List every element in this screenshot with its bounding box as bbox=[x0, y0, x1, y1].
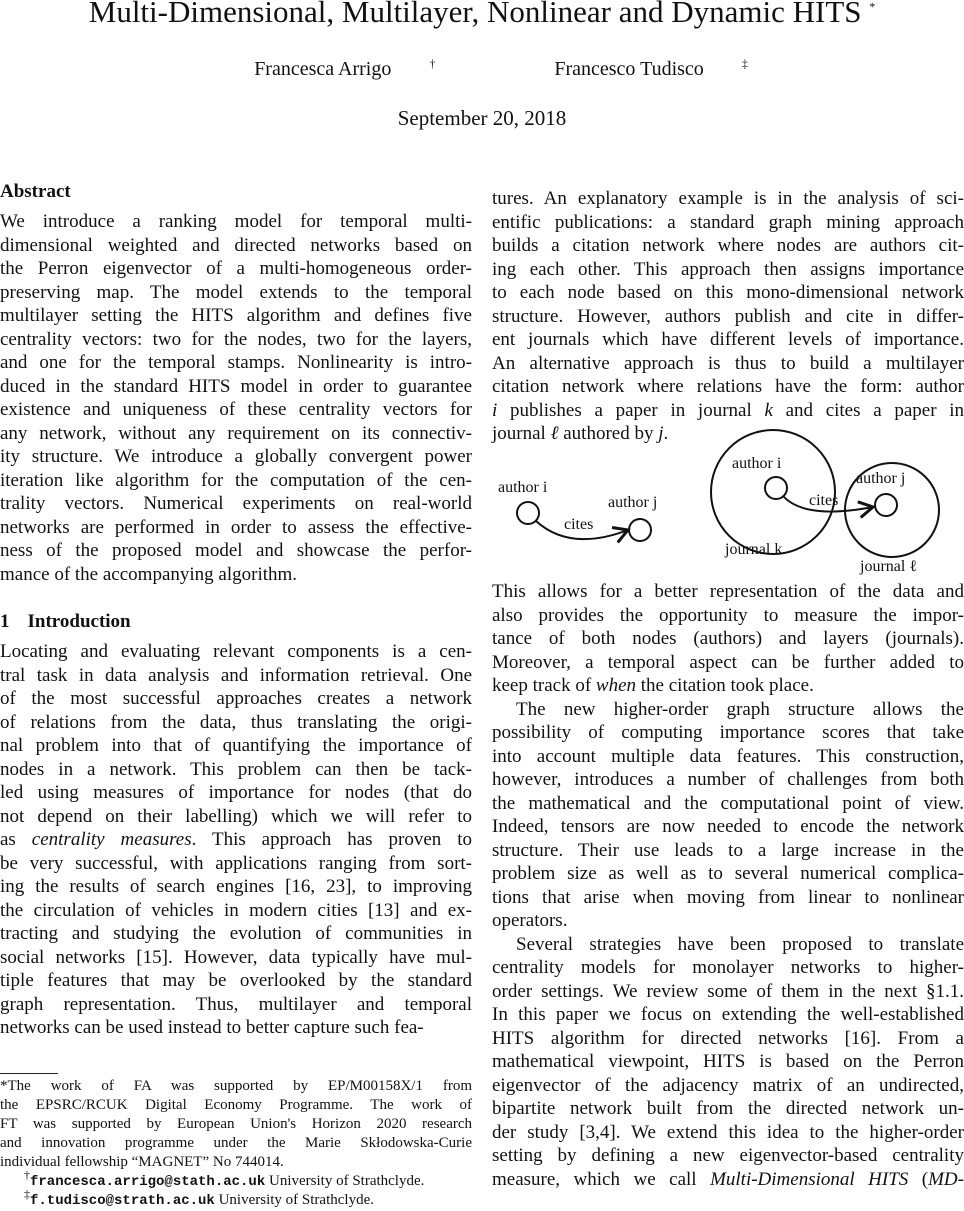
text-run: nodes in a network. This problem can then be tack- bbox=[0, 758, 472, 780]
multilayer-diagram bbox=[711, 430, 939, 575]
text-run: mathematical viewpoint, HITS is based on the Perron bbox=[492, 1051, 964, 1072]
text-run: any network, without any requirement on its connectiv- bbox=[0, 422, 472, 444]
text-run: individual fellowship “MAGNET” No 744014. bbox=[0, 1154, 284, 1170]
text-run: networks are performed in order to assess the effective- bbox=[0, 516, 472, 538]
text-run: . bbox=[663, 423, 669, 444]
text-run: FT was supported by European Union's Horizon 2020 research bbox=[0, 1116, 472, 1132]
text-run: problem size as well as to several numerical complica- bbox=[492, 863, 964, 884]
text-run: tracting and studying the evolution of communities in bbox=[0, 923, 472, 944]
text-line bbox=[492, 862, 964, 886]
text-run: ent journals which have different levels of importance. bbox=[492, 329, 964, 350]
text-run: citation network where relations have the form: author bbox=[492, 376, 964, 397]
right-column-lower bbox=[492, 580, 964, 1191]
text-line bbox=[492, 1003, 964, 1027]
text-run: structure. However, authors publish and cite in differ- bbox=[492, 305, 964, 327]
label-author-i: author i bbox=[732, 455, 782, 472]
paragraph bbox=[492, 933, 964, 1192]
text-line bbox=[492, 980, 964, 1004]
text-line bbox=[492, 1027, 964, 1051]
text-run: social networks [15]. However, data typically have mul- bbox=[0, 946, 472, 968]
text-line bbox=[492, 1168, 964, 1192]
text-line bbox=[492, 604, 964, 628]
text-run: eigenvector of the adjacency matrix of an undirected, bbox=[492, 1074, 964, 1096]
text-line bbox=[492, 627, 964, 651]
italic-text: MD- bbox=[928, 1168, 964, 1190]
text-line bbox=[492, 1050, 964, 1074]
text-run: also provides the opportunity to measure the impor- bbox=[492, 604, 964, 626]
text-run: the citation took place. bbox=[636, 675, 814, 696]
footnote-tudisco: ‡f.tudisco@strath.ac.uk University of Strathclyde. bbox=[24, 1187, 374, 1209]
label-journal-k: journal k bbox=[725, 541, 783, 558]
text-run: as bbox=[0, 829, 32, 850]
text-run: measure, which we call bbox=[492, 1168, 711, 1190]
text-run: Moreover, a temporal aspect can be further added to bbox=[492, 651, 964, 673]
text-run: In this paper we focus on extending the well-established bbox=[492, 1004, 964, 1025]
text-run: HITS algorithm for directed networks [16]. From a bbox=[492, 1027, 964, 1049]
text-run: iteration like algorithm for the computation of the cen- bbox=[0, 469, 472, 491]
paragraph bbox=[492, 580, 964, 698]
label-cites: cites bbox=[809, 492, 839, 509]
text-line bbox=[492, 698, 964, 722]
label-author-j: author j bbox=[608, 494, 658, 511]
label-author-j: author j bbox=[856, 470, 906, 487]
author: Francesco Tudisco ‡ bbox=[554, 56, 748, 80]
text-line bbox=[492, 1121, 964, 1145]
text-run: multilayer setting the HITS algorithm and defines five bbox=[0, 305, 472, 326]
author: Francesca Arrigo † bbox=[254, 56, 436, 80]
italic-text: when bbox=[595, 675, 637, 696]
text-run: networks can be used instead to better capture such fea- bbox=[0, 1017, 424, 1038]
text-run: An alternative approach is thus to build a multilayer bbox=[492, 352, 964, 374]
text-line bbox=[492, 745, 964, 769]
text-run: centrality vectors: two for the nodes, two for the layers, bbox=[0, 328, 472, 350]
text-run: authored by bbox=[558, 423, 659, 444]
text-run: centrality models for monolayer networks to higher- bbox=[492, 957, 964, 978]
text-run: setting by defining a new eigenvector-based centrality bbox=[492, 1145, 964, 1166]
text-line bbox=[492, 721, 964, 745]
text-run: ity structure. We introduce a globally convergent power bbox=[0, 446, 472, 467]
text-run: publishes a paper in journal bbox=[497, 399, 765, 421]
text-run: preserving map. The model extends to the temporal bbox=[0, 281, 472, 303]
text-line bbox=[492, 792, 964, 816]
text-run: der study [3,4]. We extend this idea to the higher-order bbox=[492, 1121, 964, 1143]
text-run: existence and uniqueness of these centrality vectors for bbox=[0, 399, 472, 420]
paragraph bbox=[492, 698, 964, 933]
text-run: Locating and evaluating relevant components is a cen- bbox=[0, 641, 472, 662]
text-run: tures. An explanatory example is in the analysis of sci- bbox=[492, 188, 964, 209]
text-run: mance of the accompanying algorithm. bbox=[0, 563, 298, 585]
text-run: the mathematical and the computational point of view. bbox=[492, 792, 964, 814]
text-run: dimensional weighted and directed networks based on bbox=[0, 234, 472, 256]
text-line bbox=[492, 933, 964, 957]
text-run: . This approach has proven to bbox=[191, 829, 473, 850]
text-run: builds a citation network where nodes are authors cit- bbox=[492, 235, 964, 256]
email-link[interactable]: f.tudisco@strath.ac.uk bbox=[30, 1193, 215, 1209]
text-run: The new higher-order graph structure allows the bbox=[516, 698, 964, 720]
text-line bbox=[492, 909, 964, 933]
text-run: ing each other. This approach then assigns importance bbox=[492, 258, 964, 280]
text-run: and cites a paper in bbox=[772, 399, 964, 421]
text-run: the Perron eigenvector of a multi-homogeneous order- bbox=[0, 258, 472, 279]
text-run: bipartite network built from the directed network un- bbox=[492, 1098, 964, 1119]
text-line bbox=[492, 651, 964, 675]
text-run: structure. Their use leads to a large increase in the bbox=[492, 839, 964, 861]
italic-text: ℓ bbox=[550, 423, 559, 444]
text-run: the EPSRC/RCUK Digital Economy Programme. The work of bbox=[0, 1097, 472, 1113]
label-author-i: author i bbox=[498, 479, 548, 496]
text-run: ing the results of search engines [16, 23], to improving bbox=[0, 876, 472, 897]
text-run: the circulation of vehicles in modern cities [13] and ex- bbox=[0, 899, 472, 921]
text-run: journal bbox=[492, 423, 551, 444]
text-line bbox=[492, 1144, 964, 1168]
text-line bbox=[492, 580, 964, 604]
text-run: of relations from the data, thus translating the origi- bbox=[0, 711, 472, 733]
email-link[interactable]: francesca.arrigo@stath.ac.uk bbox=[30, 1174, 266, 1190]
text-run: to each node based on this mono-dimensional network bbox=[492, 282, 964, 303]
italic-text: centrality measures bbox=[31, 829, 192, 850]
text-run: however, introduces a number of challenges from both bbox=[492, 769, 964, 790]
text-run: tral task in data analysis and information retrieval. One bbox=[0, 664, 472, 686]
text-run: not depend on their labelling) which we will refer to bbox=[0, 805, 472, 827]
text-run: duced in the standard HITS model in order to guarantee bbox=[0, 375, 472, 397]
text-run: led using measures of importance for nodes (that do bbox=[0, 782, 472, 803]
section-heading: 1 Introduction bbox=[0, 611, 131, 632]
text-line bbox=[492, 1097, 964, 1121]
abstract-heading: Abstract bbox=[0, 181, 71, 202]
text-run: trality vectors. Numerical experiments on real-world bbox=[0, 493, 472, 514]
text-run: possibility of computing importance scores that take bbox=[492, 722, 964, 743]
text-run: ness of the proposed model and showcase the perfor- bbox=[0, 540, 472, 561]
text-run: graph representation. Thus, multilayer and temporal bbox=[0, 993, 472, 1015]
text-run: tions that arise when moving from linear to nonlinear bbox=[492, 886, 964, 908]
text-run: *The work of FA was supported by EP/M00158X/1 from bbox=[0, 1078, 472, 1094]
paper-title: Multi-Dimensional, Multilayer, Nonlinear and Dynamic HITS * bbox=[88, 0, 876, 29]
paper-date: September 20, 2018 bbox=[397, 106, 567, 130]
text-run: and innovation programme under the Marie Skłodowska-Curie bbox=[0, 1135, 472, 1151]
node-author-j bbox=[875, 494, 897, 516]
text-run: order settings. We review some of them in the next §1.1. bbox=[492, 980, 964, 1002]
text-run: of the most successful approaches creates a network bbox=[0, 688, 472, 709]
text-run: operators. bbox=[492, 910, 568, 931]
footnote-mark: * bbox=[869, 0, 876, 14]
text-run: We introduce a ranking model for temporal multi- bbox=[0, 211, 472, 232]
text-run: into account multiple data features. This construction, bbox=[492, 745, 964, 767]
text-run: tance of both nodes (authors) and layers (journals). bbox=[492, 628, 964, 649]
text-line bbox=[492, 839, 964, 863]
text-run: Indeed, tensors are now needed to encode the network bbox=[492, 816, 964, 837]
text-line bbox=[492, 1074, 964, 1098]
italic-text: i bbox=[492, 399, 498, 421]
text-run: tiple features that may be overlooked by the standard bbox=[0, 970, 472, 991]
text-line bbox=[492, 815, 964, 839]
text-line bbox=[492, 768, 964, 792]
text-line bbox=[492, 674, 964, 698]
text-run: be very successful, with applications ranging from sort- bbox=[0, 852, 472, 874]
text-run: This allows for a better representation of the data and bbox=[492, 581, 964, 602]
text-run: ( bbox=[908, 1168, 929, 1190]
text-run: Several strategies have been proposed to translate bbox=[516, 933, 964, 955]
node-author-i bbox=[517, 502, 539, 524]
text-run: nal problem into that of quantifying the importance of bbox=[0, 735, 472, 756]
text-run: keep track of bbox=[492, 675, 596, 696]
text-run: entific publications: a standard graph mining approach bbox=[492, 211, 964, 233]
text-line bbox=[492, 886, 964, 910]
monolayer-diagram bbox=[498, 479, 657, 541]
text-run: and one for the temporal stamps. Nonlinearity is intro- bbox=[0, 352, 472, 373]
text-line bbox=[492, 956, 964, 980]
label-journal-l: journal ℓ bbox=[860, 558, 917, 575]
footnote-arrigo: †francesca.arrigo@stath.ac.uk University of Strathclyde. bbox=[24, 1168, 425, 1190]
italic-text: j bbox=[658, 423, 664, 444]
node-author-j bbox=[629, 519, 651, 541]
italic-text: k bbox=[764, 399, 773, 421]
label-cites: cites bbox=[564, 516, 594, 533]
italic-text: Multi-Dimensional HITS bbox=[710, 1168, 909, 1190]
